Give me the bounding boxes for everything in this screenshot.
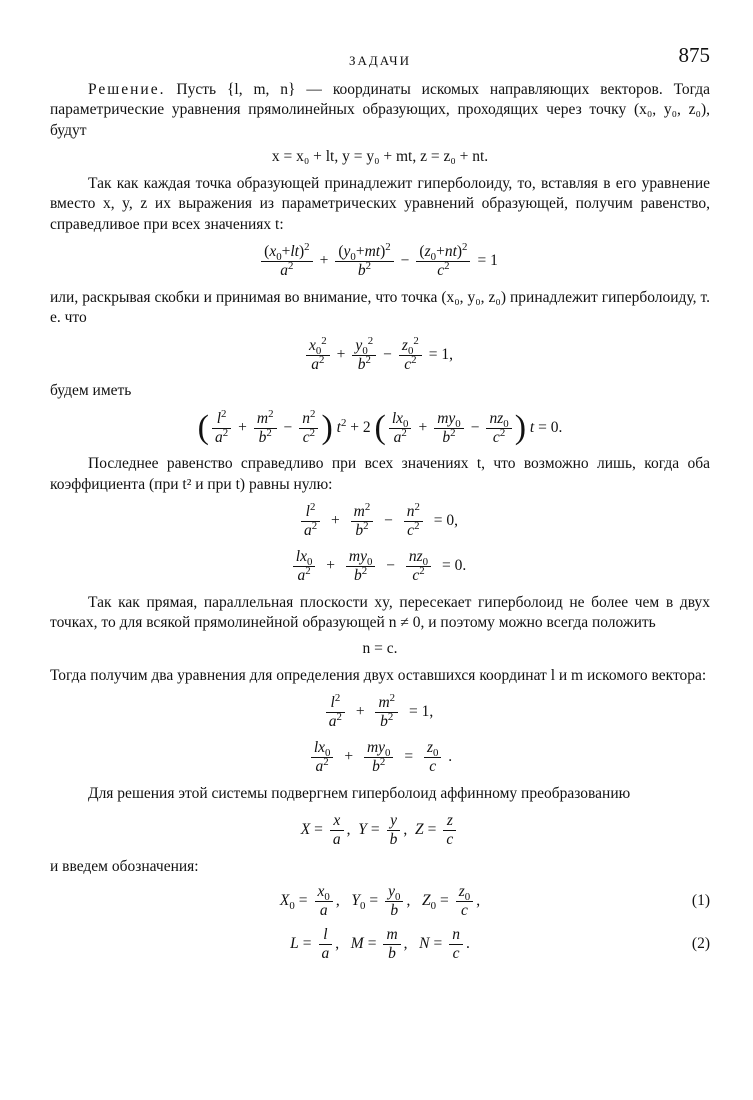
- equation-1-tag: (1): [691, 892, 710, 910]
- paragraph-solution: [50, 80, 710, 141]
- paragraph-9: и введем обозначения:: [50, 857, 199, 875]
- solution-text: Пусть {l, m, n} — координаты искомых направляющих векторов. Тогда параметрические уравнения прямолинейных образующих, проходящих через точку (x₀, y₀, z₀), будут: [50, 81, 710, 139]
- page-number: 875: [678, 43, 710, 67]
- equation-2-tag: (2): [691, 934, 710, 952]
- paragraph-7: Тогда получим два уравнения для определения двух оставшихся координат l и m искомого вектора:: [50, 666, 707, 684]
- page-header: [50, 40, 710, 80]
- equation-coef-1: $\frac{l^2}{a^2}$ + $\frac{m^2}{b^2}$ − $\frac{n^2}{c^2}$ = 0,: [298, 503, 462, 540]
- paragraph-8: Для решения этой системы подвергнем гиперболоид аффинному преобразованию: [88, 784, 631, 802]
- equation-n-equals-c: n = c.: [362, 640, 398, 658]
- equation-parametric: x = x₀ + lt, y = y₀ + mt, z = z₀ + nt.: [271, 148, 489, 166]
- equation-substitution: $\frac{(x_0+lt)^2}{a^2}$ + $\frac{(y_0+mt)^2}{b^2}$ − $\frac{(z_0+nt)^2}{c^2}$ = 1: [50, 243, 710, 280]
- equation-expanded: ( $\frac{l^2}{a^2}$ + $\frac{m^2}{b^2}$ − $\frac{n^2}{c^2}$ ) $t^2 + 2$ ( $\frac{lx_0}{a^2}$ + $\frac{my_0}{b^2}$ − $\frac{nz_0}{c^2}$ ) t = 0.: [197, 407, 563, 447]
- equation-point-on-hyperboloid: $\frac{x_0^2}{a^2}$ + $\frac{y_0^2}{b^2}$ − $\frac{z_0^2}{c^2}$ = 1,: [50, 337, 710, 374]
- running-title: ЗАДАЧИ: [348, 53, 412, 68]
- equation-2: L = $\frac{l}{a}$ , M = $\frac{m}{b}$ , N = $\frac{n}{c}$ . (2): [290, 925, 710, 962]
- solution-label: Решение.: [88, 81, 166, 98]
- paragraph-6: Так как прямая, параллельная плоскости xy, пересекает гиперболоид не более чем в двух точках, то для всякой прямолинейной образующей n ≠ 0, и поэтому можно всегда положить: [50, 593, 710, 632]
- equation-lm-2: $\frac{lx_0}{a^2}$ + $\frac{my_0}{b^2}$ = $\frac{z_0}{c}$ .: [308, 739, 452, 776]
- equation-coef-2: $\frac{lx_0}{a^2}$ + $\frac{my_0}{b^2}$ − $\frac{nz_0}{c^2}$ = 0.: [290, 548, 470, 585]
- paragraph-2: Так как каждая точка образующей принадлежит гиперболоиду, то, вставляя в его уравнение вместо x, y, z их выражения из параметрических уравнений образующей, получим равенство, справедливое при всех значениях t:: [50, 174, 710, 233]
- equation-affine: X = $\frac{x}{a}$ , Y = $\frac{y}{b}$ , Z = $\frac{z}{c}$: [50, 812, 710, 849]
- equation-system-lm: [50, 694, 710, 775]
- paragraph-4: будем иметь: [50, 382, 132, 400]
- page: [50, 40, 710, 968]
- equation-1: $X_0$ = $\frac{x_0}{a}$ , $Y_0$ = $\frac{y_0}{b}$ , $Z_0$ = $\frac{z_0}{c}$ , (1): [279, 883, 710, 919]
- equation-system-coefficients: [50, 503, 710, 584]
- equation-lm-1: $\frac{l^2}{a^2}$ + $\frac{m^2}{b^2}$ = 1,: [323, 694, 437, 731]
- paragraph-5: Последнее равенство справедливо при всех значениях t, что возможно лишь, когда оба коэффициента (при t² и при t) равны нулю:: [50, 455, 710, 493]
- paragraph-3: или, раскрывая скобки и принимая во внимание, что точка (x₀, y₀, z₀) принадлежит гиперболоиду, т. е. что: [50, 288, 710, 327]
